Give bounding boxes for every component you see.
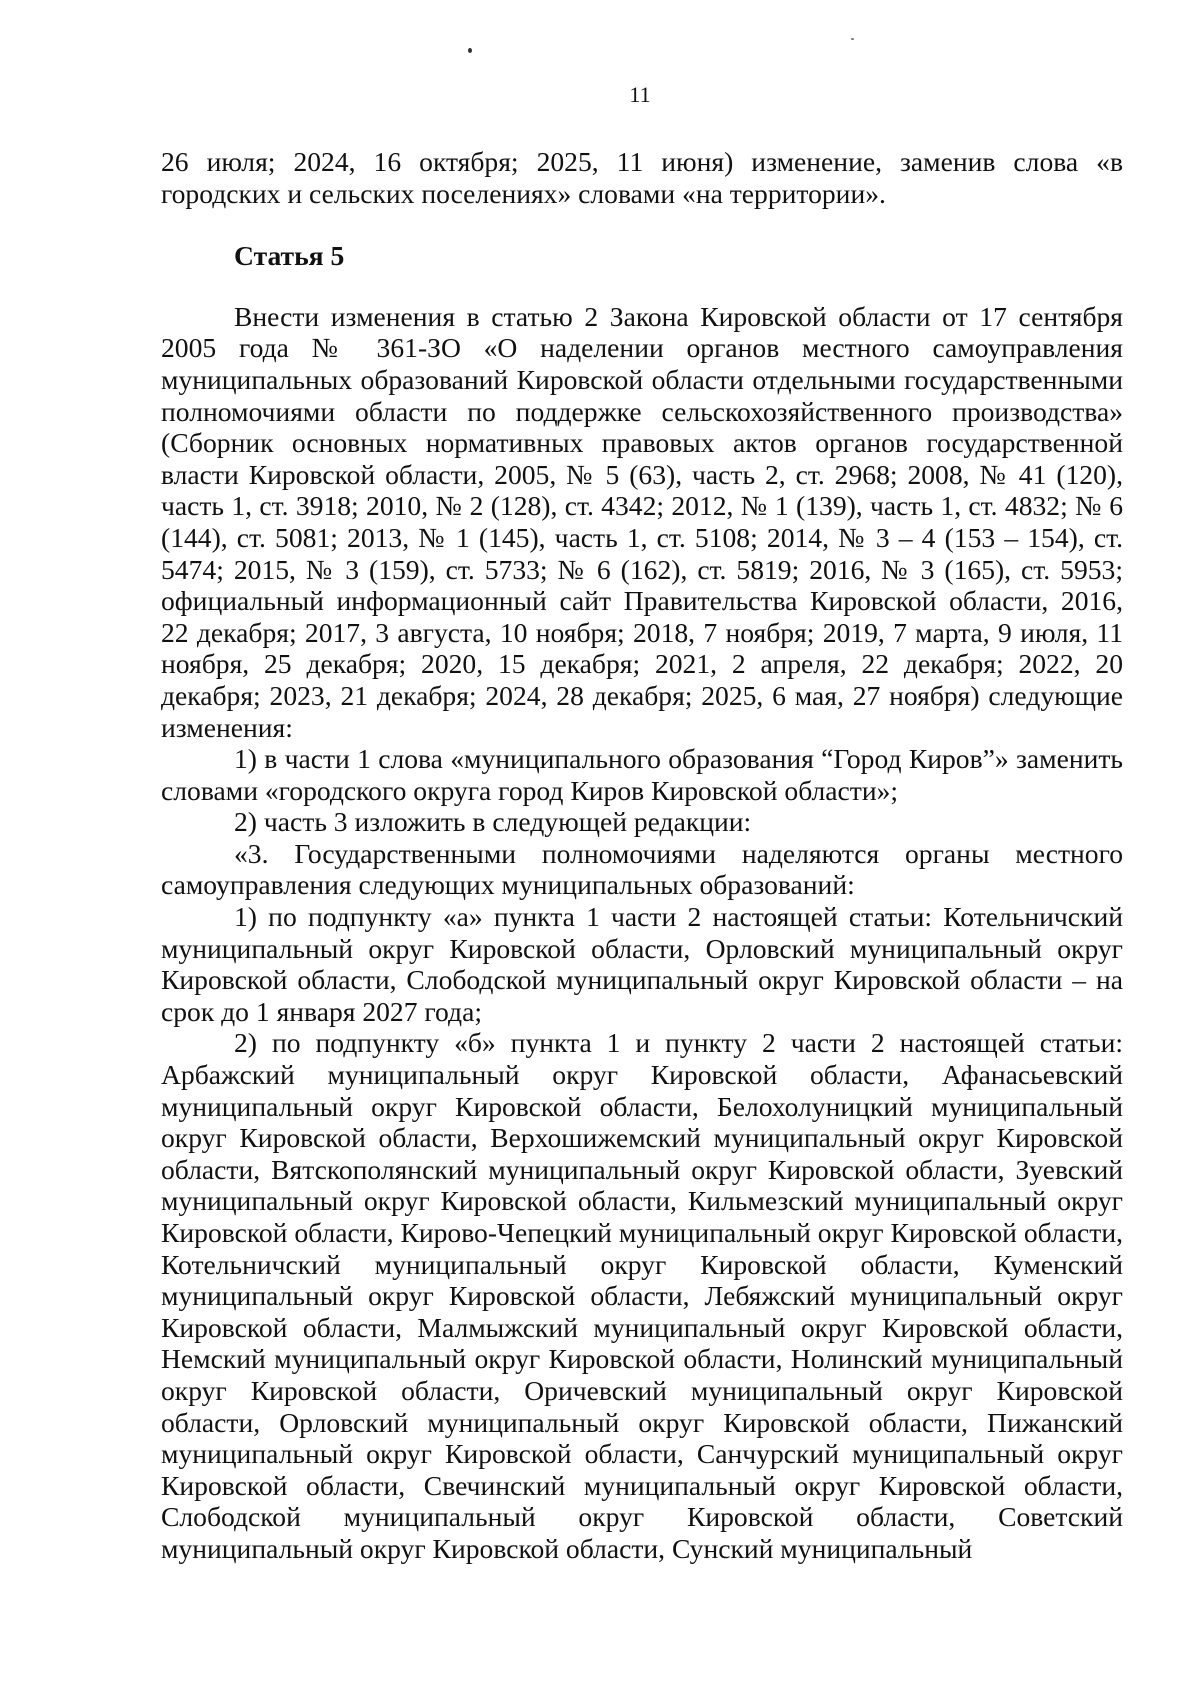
paragraph-subitem-2: 2) по подпункту «б» пункта 1 и пункту 2 части 2 настоящей статьи: Арбажский муниципальный округ Кировской области, Афанасьевский муниципальный округ Кировской области, Белохолуницкий муниципальный округ Кировской области, Верхошижемский муниципальный округ Кировской области, Вятскополянский муниципальный округ Кировской области, Зуевский муниципальный округ Кировской области, Кильмезский муниципальный округ Кировской области, Кирово-Чепецкий муниципальный округ Кировской области, Котельничский муниципальный округ Кировской области, Куменский муниципальный округ Кировской области, Лебяжский муниципальный округ Кировской области, Малмыжский муниципальный округ Кировской области, Немский муниципальный округ Кировской области, Нолинский муниципальный округ Кировской области, Оричевский муниципальный округ Кировской области, Орловский муниципальный округ Кировской области, Пижанский муниципальный округ Кировской области, Санчурский муниципальный округ Кировской области, Свечинский муниципальный округ Кировской области, Слободской муниципальный округ Кировской области, Советский муниципальный округ Кировской области, Сунский муниципальный	[161, 1027, 1123, 1564]
article-heading: Статья 5	[234, 240, 345, 272]
paragraph-part-3-quote: «3. Государственными полномочиями наделяются органы местного самоуправления следующих муниципальных образований:	[161, 837, 1123, 901]
scan-speck	[468, 48, 472, 53]
paragraph-item-1: 1) в части 1 слова «муниципального образования “Город Киров”» заменить словами «городского округа город Киров Кировской области»;	[161, 743, 1123, 806]
paragraph-item-2: 2) часть 3 изложить в следующей редакции:	[234, 806, 752, 838]
page-number: 11	[629, 82, 651, 107]
paragraph-continuation: 26 июля; 2024, 16 октября; 2025, 11 июня) изменение, заменив слова «в городских и сельских поселениях» словами «на территории».	[161, 146, 1123, 209]
scan-speck	[851, 38, 854, 40]
paragraph-amendment-intro: Внести изменения в статью 2 Закона Кировской области от 17 сентября 2005 года № 361-ЗО «О наделении органов местного самоуправления муниципальных образований Кировской области отдельными государственными полномочиями области по поддержке сельскохозяйственного производства» (Сборник основных нормативных правовых актов органов государственной власти Кировской области, 2005, № 5 (63), часть 2, ст. 2968; 2008, № 41 (120), часть 1, ст. 3918; 2010, № 2 (128), ст. 4342; 2012, № 1 (139), часть 1, ст. 4832; № 6 (144), ст. 5081; 2013, № 1 (145), часть 1, ст. 5108; 2014, № 3 – 4 (153 – 154), ст. 5474; 2015, № 3 (159), ст. 5733; № 6 (162), ст. 5819; 2016, № 3 (165), ст. 5953; официальный информационный сайт Правительства Кировской области, 2016, 22 декабря; 2017, 3 августа, 10 ноября; 2018, 7 ноября; 2019, 7 марта, 9 июля, 11 ноября, 25 декабря; 2020, 15 декабря; 2021, 2 апреля, 22 декабря; 2022, 20 декабря; 2023, 21 декабря; 2024, 28 декабря; 2025, 6 мая, 27 ноября) следующие изменения:	[161, 300, 1123, 743]
paragraph-subitem-1: 1) по подпункту «а» пункта 1 части 2 настоящей статьи: Котельничский муниципальный округ Кировской области, Орловский муниципальный округ Кировской области, Слободской муниципальный округ Кировской области – на срок до 1 января 2027 года;	[161, 901, 1123, 1027]
document-body	[161, 146, 1123, 1565]
